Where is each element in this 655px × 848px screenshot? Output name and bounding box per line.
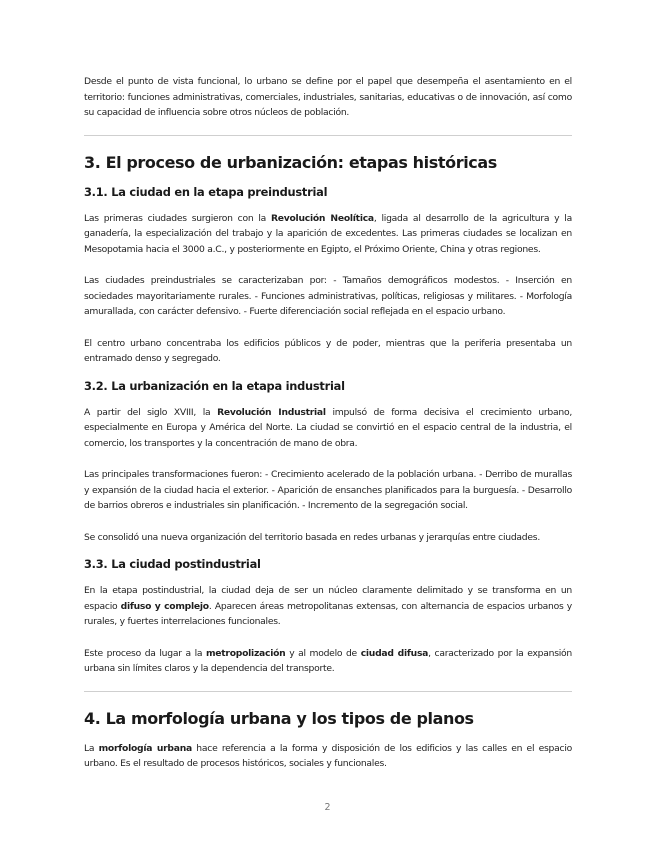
section-4-heading: 4. La morfología urbana y los tipos de planos (84, 708, 474, 728)
subsection-3-1-paragraph-1: Las primeras ciudades surgieron con la Revolución Neolítica, ligada al desarrollo de la agricultura y la ganadería, la especialización del trabajo y la aparición de excedentes. Las primeras ciudades se localizan en Mesopotamia hacia el 3000 a.C., y posteriormente en Egipto, el Próximo Oriente, China y otras regiones. (84, 212, 572, 255)
subsection-3-3-paragraph-2: Este proceso da lugar a la metropolización y al modelo de ciudad difusa, caracterizado por la expansión urbana sin límites claros y la dependencia del transporte. (84, 647, 572, 674)
subsection-3-2-paragraph-2: Las principales transformaciones fueron: - Crecimiento acelerado de la población urbana. - Derribo de murallas y expansión de la ciudad hacia el exterior. - Aparición de ensanches planificados para la burguesía. - Desarrollo de barrios obreros e industriales sin planificación. - Incremento de la segregación social. (84, 469, 572, 511)
document-page (84, 74, 572, 772)
section-3-heading: 3. El proceso de urbanización: etapas históricas (84, 152, 497, 172)
subsection-3-2-heading: 3.2. La urbanización en la etapa industrial (84, 378, 345, 393)
subsection-3-3-heading: 3.3. La ciudad postindustrial (84, 557, 261, 571)
subsection-3-1-paragraph-3: El centro urbano concentraba los edificios públicos y de poder, mientras que la periferia presentaba un entramado denso y segregado. (84, 337, 572, 364)
subsection-3-2-paragraph-3: Se consolidó una nueva organización del territorio basada en redes urbanas y jerarquías entre ciudades. (84, 531, 541, 543)
intro-paragraph: Desde el punto de vista funcional, lo urbano se define por el papel que desempeña el asentamiento en el territorio: funciones administrativas, comerciales, industriales, sanitarias, educativas o de innovación, así como su capacidad de influencia sobre otros núcleos de población. (84, 76, 572, 118)
page-number: 2 (324, 802, 331, 813)
subsection-3-1-heading: 3.1. La ciudad en la etapa preindustrial (84, 184, 328, 199)
subsection-3-3-paragraph-1: En la etapa postindustrial, la ciudad deja de ser un núcleo claramente delimitado y se transforma en un espacio difuso y complejo. Aparecen áreas metropolitanas extensas, con alternancia de espacios urbanos y rurales, y fuertes interrelaciones funcionales. (84, 585, 572, 627)
subsection-3-2-paragraph-1: A partir del siglo XVIII, la Revolución Industrial impulsó de forma decisiva el crecimiento urbano, especialmente en Europa y América del Norte. La ciudad se convirtió en el espacio central de la industria, el comercio, los transportes y la concentración de mano de obra. (84, 406, 572, 449)
subsection-3-1-paragraph-2: Las ciudades preindustriales se caracterizaban por: - Tamaños demográficos modestos. - Inserción en sociedades mayoritariamente rurales. - Funciones administrativas, políticas, religiosas y militares. - Morfología amurallada, con carácter defensivo. - Fuerte diferenciación social reflejada en el espacio urbano. (84, 275, 572, 317)
section-4-paragraph-1: La morfología urbana hace referencia a la forma y disposición de los edificios y las calles en el espacio urbano. Es el resultado de procesos históricos, sociales y funcionales. (84, 742, 572, 769)
